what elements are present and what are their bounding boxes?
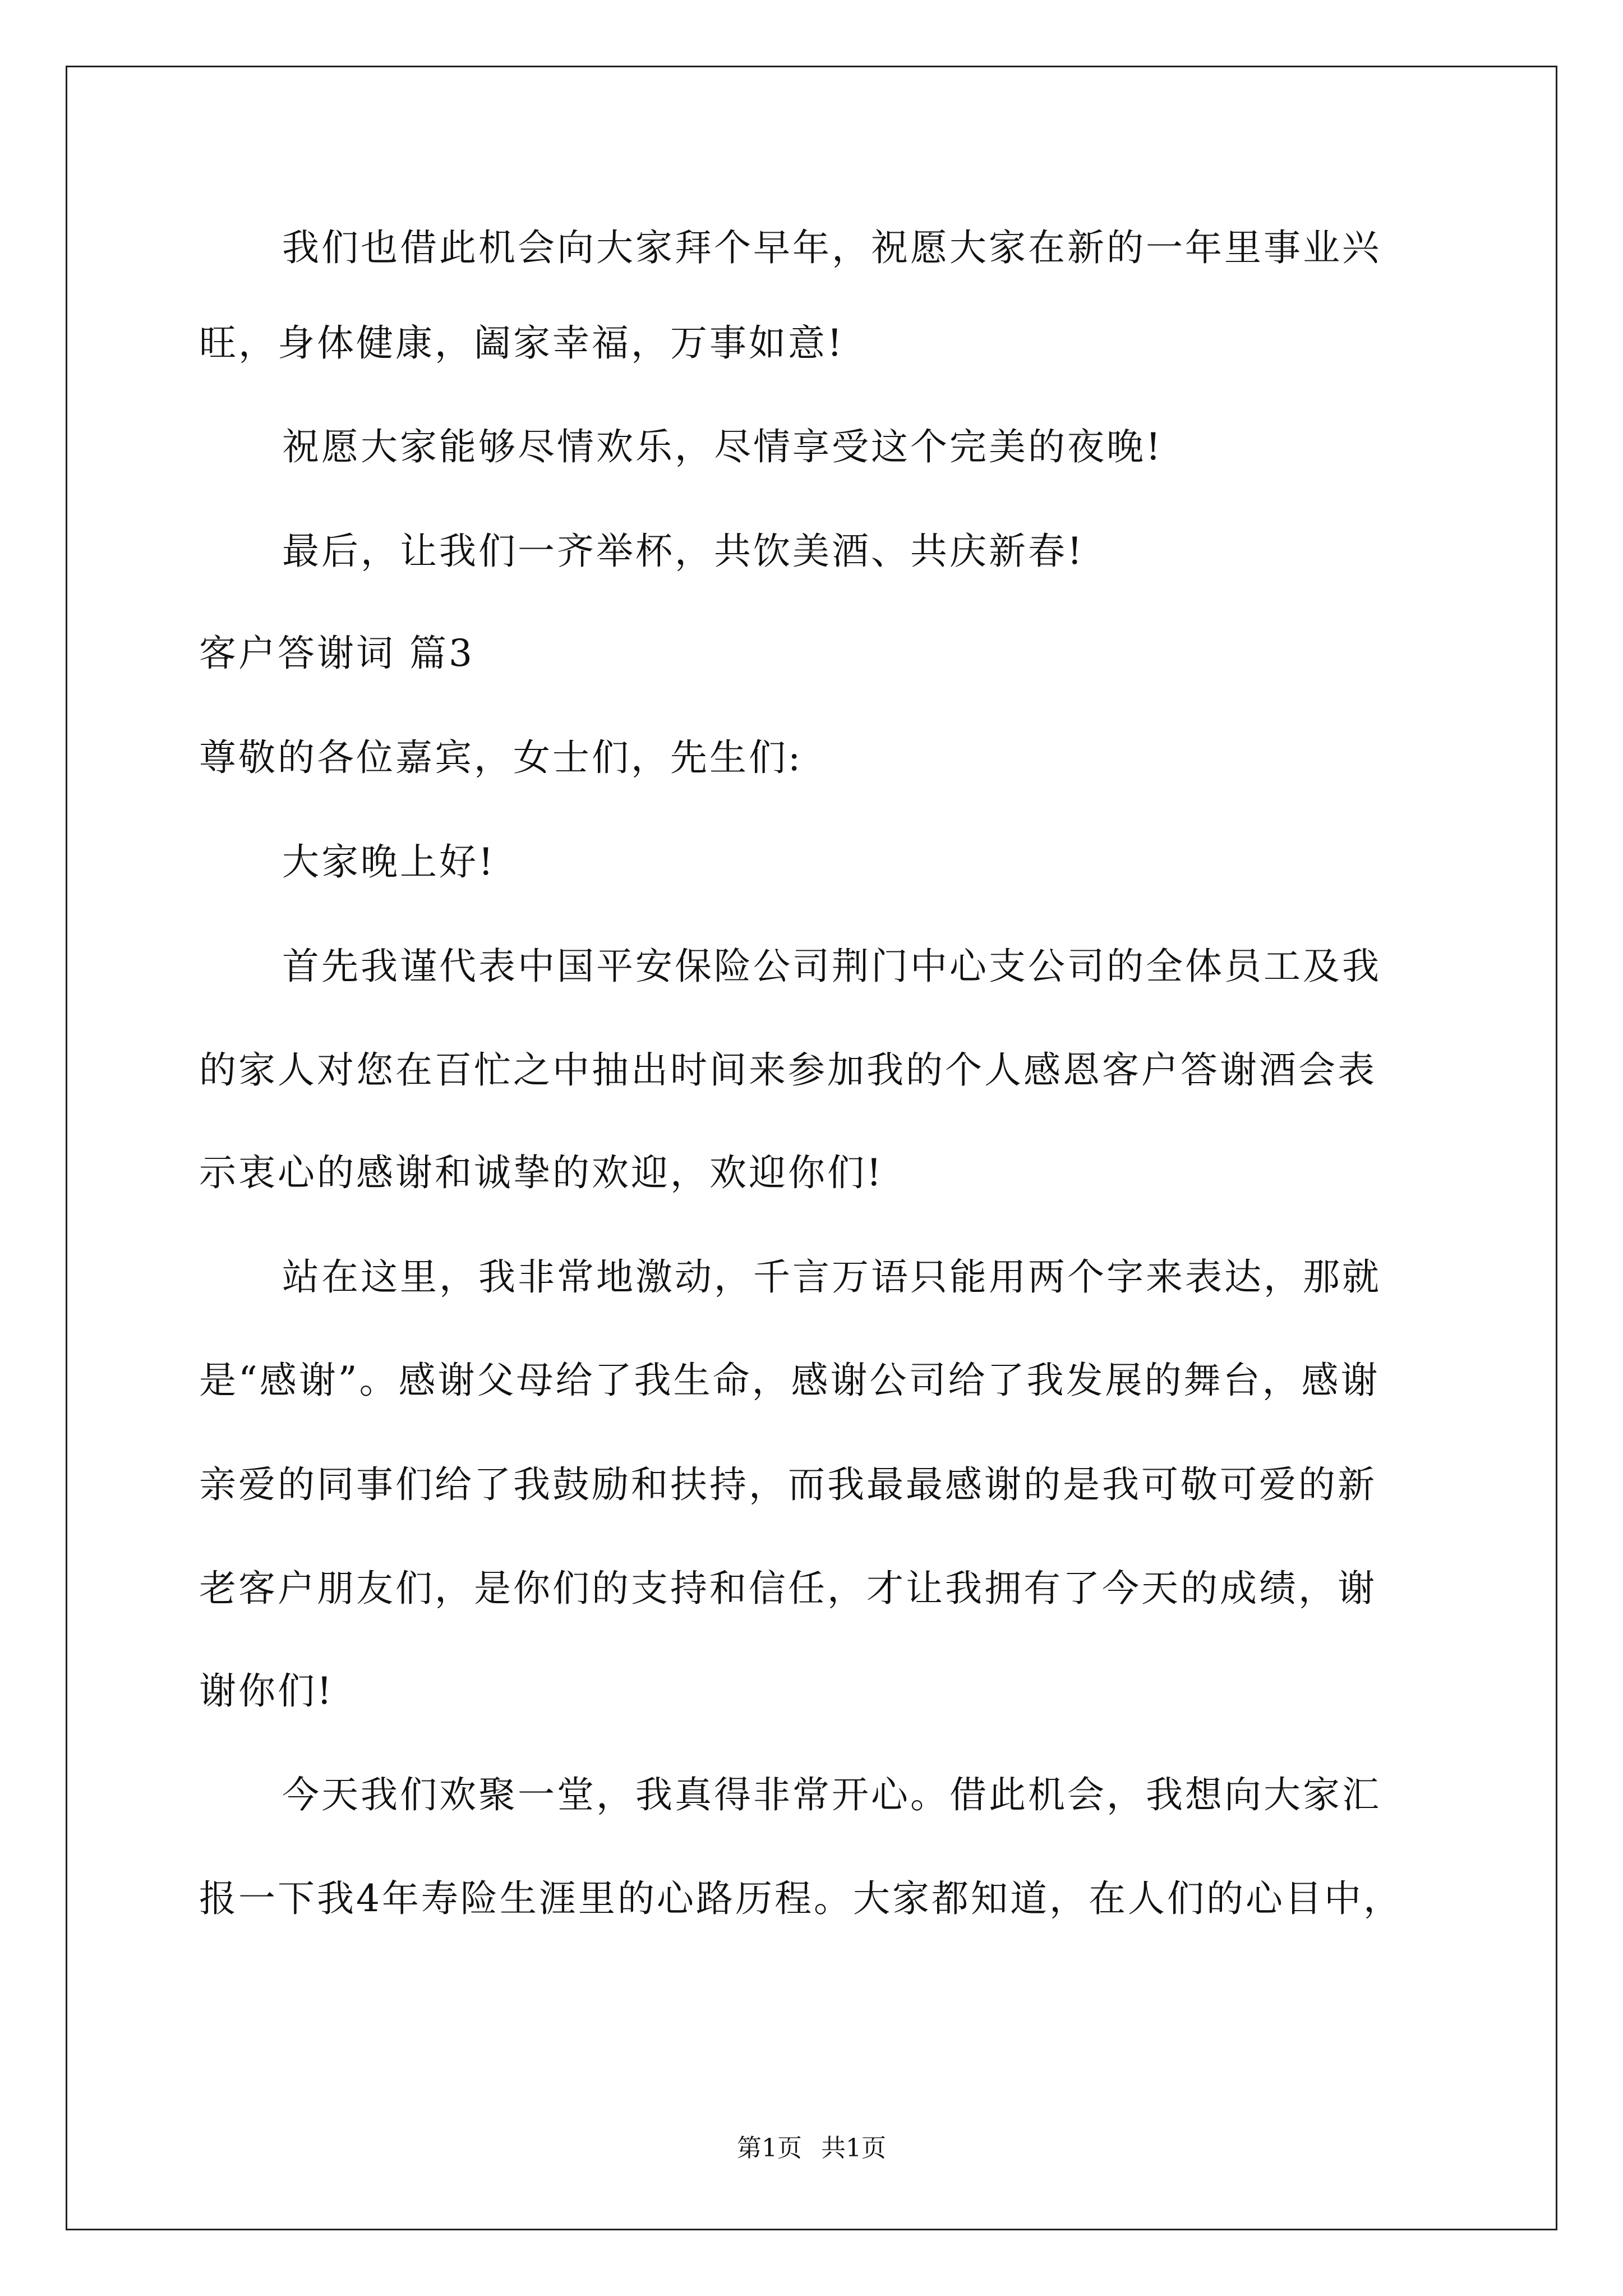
paragraph-line: 首先我谨代表中国平安保险公司荆门中心支公司的全体员工及我 — [282, 945, 1381, 988]
paragraph-line: 示衷心的感谢和诚挚的欢迎，欢迎你们! — [199, 1151, 884, 1194]
paragraph-line: 祝愿大家能够尽情欢乐，尽情享受这个完美的夜晚! — [282, 425, 1163, 468]
page-number: 第1页 — [737, 2134, 802, 2162]
salutation: 尊敬的各位嘉宾，女士们，先生们: — [199, 736, 803, 779]
paragraph-line: 大家晚上好! — [282, 840, 496, 884]
paragraph-line: 最后，让我们一齐举杯，共饮美酒、共庆新春! — [282, 530, 1085, 573]
paragraph-line: 谢你们! — [199, 1669, 334, 1713]
paragraph-line: 今天我们欢聚一堂，我真得非常开心。借此机会，我想向大家汇 — [282, 1773, 1381, 1816]
section-heading: 客户答谢词 篇3 — [199, 632, 474, 675]
paragraph-line: 的家人对您在百忙之中抽出时间来参加我的个人感恩客户答谢酒会表 — [199, 1048, 1377, 1092]
paragraph-line: 站在这里，我非常地激动，千言万语只能用两个字来表达，那就 — [282, 1255, 1381, 1299]
paragraph-line: 老客户朋友们，是你们的支持和信任，才让我拥有了今天的成绩，谢 — [199, 1567, 1377, 1610]
paragraph-line: 旺，身体健康，阖家幸福，万事如意! — [199, 321, 845, 365]
page-footer — [0, 2132, 1623, 2165]
paragraph-line: 报一下我4年寿险生涯里的心路历程。大家都知道，在人们的心目中， — [199, 1877, 1403, 1920]
paragraph-line: 我们也借此机会向大家拜个早年，祝愿大家在新的一年里事业兴 — [282, 226, 1381, 269]
page-total: 共1页 — [821, 2134, 886, 2162]
paragraph-line: 是“感谢”。感谢父母给了我生命，感谢公司给了我发展的舞台，感谢 — [199, 1359, 1380, 1402]
paragraph-line: 亲爱的同事们给了我鼓励和扶持，而我最最感谢的是我可敬可爱的新 — [199, 1463, 1377, 1506]
